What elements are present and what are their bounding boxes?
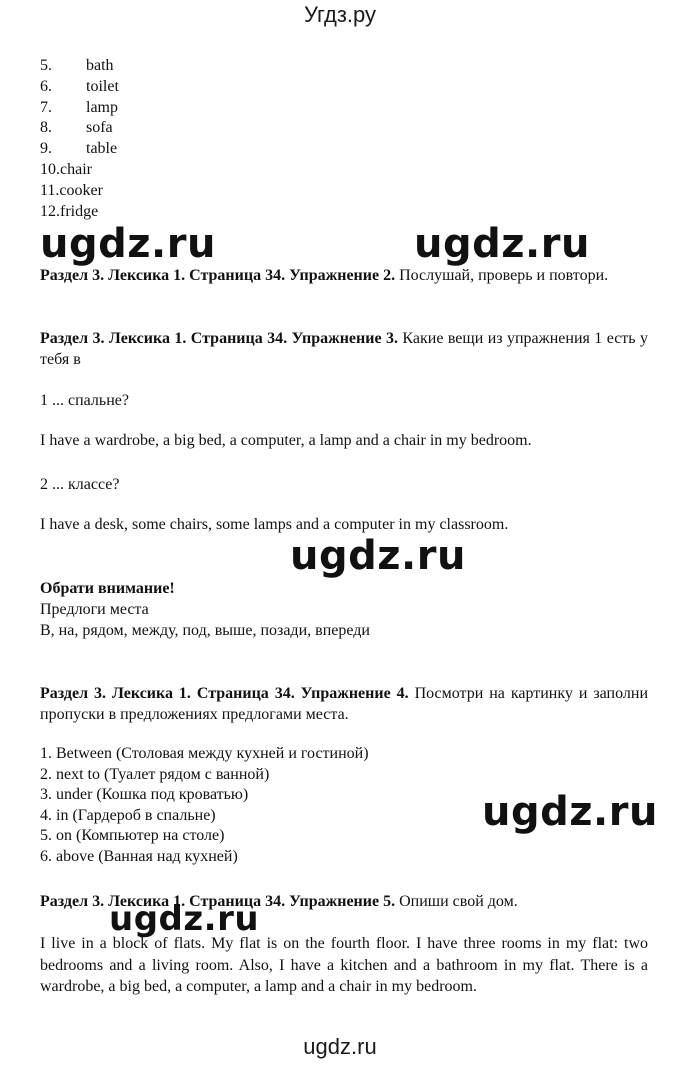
question-2: 2 ... классе? bbox=[40, 476, 120, 493]
exercise-3 bbox=[40, 328, 648, 370]
note-prepositions: В, на, рядом, между, под, выше, позади, впереди bbox=[40, 622, 370, 639]
watermark: ugdz.ru bbox=[482, 789, 658, 835]
list-item: 4. in (Гардероб в спальне) bbox=[40, 806, 216, 824]
list-item: 7. lamp bbox=[40, 98, 118, 116]
note-subtitle: Предлоги места bbox=[40, 601, 149, 618]
list-item: 9. table bbox=[40, 140, 118, 158]
exercise-instruction: Посмотри на картинку и заполни пропуски в предложениях предлогами места. bbox=[40, 685, 649, 723]
answer-2: I have a desk, some chairs, some lamps and a computer in my classroom. bbox=[40, 516, 509, 533]
list-item: 6. above (Ванная над кухней) bbox=[40, 847, 238, 865]
note-title: Обрати внимание! bbox=[40, 580, 175, 597]
list-item: 12.fridge bbox=[40, 202, 99, 220]
watermark: ugdz.ru bbox=[40, 221, 216, 267]
list-item: 6. toilet bbox=[40, 77, 119, 95]
exercise-4-answers bbox=[40, 744, 648, 868]
exercise-4 bbox=[40, 683, 648, 725]
watermark: ugdz.ru bbox=[290, 533, 466, 579]
exercise-heading: Раздел 3. Лексика 1. Страница 34. Упражнение 5. bbox=[40, 893, 396, 910]
exercise-heading: Раздел 3. Лексика 1. Страница 34. Упражнение 4. bbox=[40, 685, 409, 702]
vocab-list bbox=[40, 56, 119, 222]
site-footer: ugdz.ru bbox=[303, 1034, 377, 1059]
site-header: Угдз.ру bbox=[303, 2, 377, 27]
list-item: 5. on (Компьютер на столе) bbox=[40, 827, 225, 845]
question-1: 1 ... спальне? bbox=[40, 392, 129, 409]
exercise-heading: Раздел 3. Лексика 1. Страница 34. Упражнение 2. bbox=[40, 267, 396, 284]
watermark: ugdz.ru bbox=[414, 221, 590, 267]
list-item: 11.cooker bbox=[40, 181, 103, 199]
list-item: 10.chair bbox=[40, 160, 92, 178]
exercise-5-answer: I live in a block of flats. My flat is on the fourth floor. I have three rooms in my flat: two bedrooms and a living room. Also, I have a kitchen and a bathroom in my flat. There is a wardrobe, a big bed, a computer, a lamp and a chair in my bedroom. bbox=[40, 935, 648, 995]
exercise-instruction: Послушай, проверь и повтори. bbox=[399, 267, 609, 284]
exercise-instruction: Опиши свой дом. bbox=[399, 893, 518, 910]
exercise-2 bbox=[40, 265, 648, 286]
exercise-5 bbox=[40, 891, 648, 912]
list-item: 1. Between (Столовая между кухней и гостиной) bbox=[40, 745, 369, 762]
list-item: 2. next to (Туалет рядом с ванной) bbox=[40, 765, 270, 783]
watermark: ugdz.ru bbox=[109, 899, 260, 939]
list-item: 3. under (Кошка под кроватью) bbox=[40, 786, 249, 804]
exercise-heading: Раздел 3. Лексика 1. Страница 34. Упражнение 3. bbox=[40, 330, 398, 347]
list-item: 5. bath bbox=[40, 57, 114, 74]
answer-1: I have a wardrobe, a big bed, a computer, a lamp and a chair in my bedroom. bbox=[40, 432, 532, 449]
exercise-instruction: Какие вещи из упражнения 1 есть у тебя в bbox=[40, 330, 649, 368]
list-item: 8. sofa bbox=[40, 119, 113, 137]
